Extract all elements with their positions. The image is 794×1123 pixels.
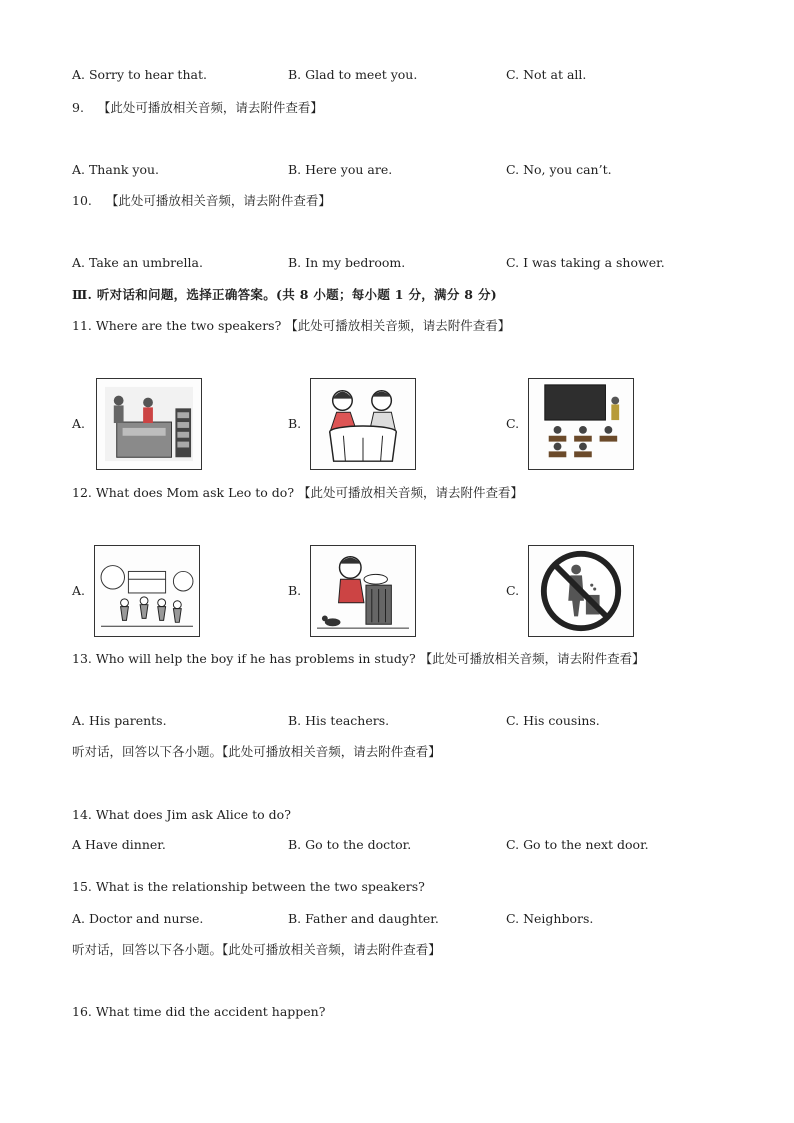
q8-option-c[interactable]: C. Not at all. (506, 67, 587, 82)
q10-option-b[interactable]: B. In my bedroom. (288, 255, 406, 270)
classroom-icon[interactable] (528, 378, 634, 470)
q12-question: 12. What does Mom ask Leo to do? 【此处可播放相关音频，请去附件查看】 (72, 485, 524, 500)
q8-options (72, 66, 732, 84)
q13-question: 13. Who will help the boy if he has problems in study? 【此处可播放相关音频，请去附件查看】 (72, 651, 645, 666)
q12-label-a[interactable]: A. (72, 583, 86, 598)
q16-question: 16. What time did the accident happen? (72, 1004, 326, 1019)
q11-label-b[interactable]: B. (288, 416, 302, 431)
q15-options (72, 910, 732, 928)
q8-option-b[interactable]: B. Glad to meet you. (288, 67, 418, 82)
q11-label-c[interactable]: C. (506, 416, 520, 431)
q10-question (72, 192, 331, 210)
dialog1-instruction[interactable]: 听对话，回答以下各小题。【此处可播放相关音频，请去附件查看】 (72, 744, 441, 759)
q11-question: 11. Where are the two speakers? 【此处可播放相关音频，请去附件查看】 (72, 318, 511, 333)
q9-question (72, 99, 323, 117)
q10-options (72, 254, 732, 272)
q12-label-b[interactable]: B. (288, 583, 302, 598)
q13-option-c[interactable]: C. His cousins. (506, 713, 600, 728)
q9-number: 9. (72, 100, 84, 115)
section-3-title: Ⅲ. 听对话和问题，选择正确答案。(共 8 小题；每小题 1 分，满分 8 分) (72, 287, 497, 302)
park-playing-icon[interactable] (94, 545, 200, 637)
q14-question: 14. What does Jim ask Alice to do? (72, 807, 291, 822)
q15-option-c[interactable]: C. Neighbors. (506, 911, 594, 926)
q9-option-c[interactable]: C. No, you can’t. (506, 162, 612, 177)
q10-option-a[interactable]: A. Take an umbrella. (72, 255, 203, 270)
q11-label-a[interactable]: A. (72, 416, 86, 431)
q15-option-b[interactable]: B. Father and daughter. (288, 911, 439, 926)
q13-option-b[interactable]: B. His teachers. (288, 713, 390, 728)
q9-audio-prompt[interactable]: 【此处可播放相关音频，请去附件查看】 (97, 100, 323, 115)
hotel-reception-icon[interactable] (96, 378, 202, 470)
q9-option-b[interactable]: B. Here you are. (288, 162, 393, 177)
q9-option-a[interactable]: A. Thank you. (72, 162, 160, 177)
q14-option-a[interactable]: A Have dinner. (72, 837, 166, 852)
q14-option-c[interactable]: C. Go to the next door. (506, 837, 649, 852)
q13-options (72, 712, 732, 730)
q10-option-c[interactable]: C. I was taking a shower. (506, 255, 665, 270)
q12-picture-options (72, 545, 732, 641)
q14-option-b[interactable]: B. Go to the doctor. (288, 837, 412, 852)
q15-question: 15. What is the relationship between the two speakers? (72, 879, 425, 894)
dialog2-instruction[interactable]: 听对话，回答以下各小题。【此处可播放相关音频，请去附件查看】 (72, 942, 441, 957)
boy-taking-out-trash-icon[interactable] (310, 545, 416, 637)
q11-picture-options (72, 378, 732, 474)
restaurant-couple-icon[interactable] (310, 378, 416, 470)
q10-audio-prompt[interactable]: 【此处可播放相关音频，请去附件查看】 (105, 193, 331, 208)
q9-options (72, 161, 732, 179)
q15-option-a[interactable]: A. Doctor and nurse. (72, 911, 204, 926)
q14-options (72, 836, 732, 854)
no-littering-sign-icon[interactable] (528, 545, 634, 637)
q10-number: 10. (72, 193, 92, 208)
q12-label-c[interactable]: C. (506, 583, 520, 598)
q8-option-a[interactable]: A. Sorry to hear that. (72, 67, 207, 82)
q13-option-a[interactable]: A. His parents. (72, 713, 167, 728)
